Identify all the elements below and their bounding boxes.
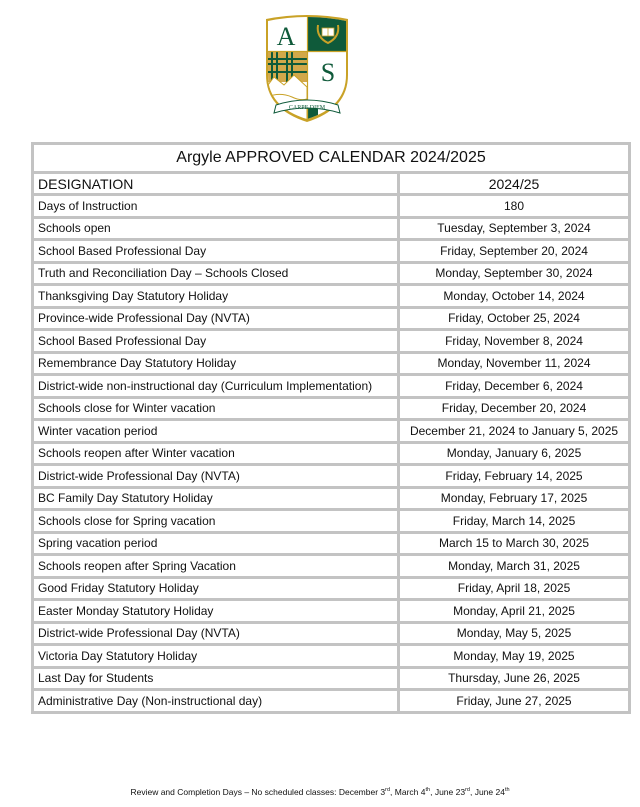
table-row	[33, 622, 630, 645]
designation-cell: BC Family Day Statutory Holiday	[33, 487, 399, 510]
crest-letter-s: S	[320, 58, 336, 87]
date-cell: Friday, March 14, 2025	[399, 510, 630, 533]
table-row	[33, 397, 630, 420]
table-row	[33, 375, 630, 398]
footnote-date: March 4	[394, 787, 426, 797]
designation-cell: Thanksgiving Day Statutory Holiday	[33, 285, 399, 308]
date-cell: 180	[399, 195, 630, 218]
table-row	[33, 555, 630, 578]
table-row	[33, 420, 630, 443]
date-cell: Friday, September 20, 2024	[399, 240, 630, 263]
designation-cell: Schools reopen after Spring Vacation	[33, 555, 399, 578]
designation-cell: Good Friday Statutory Holiday	[33, 577, 399, 600]
date-cell: Thursday, June 26, 2025	[399, 667, 630, 690]
designation-cell: Truth and Reconciliation Day – Schools Closed	[33, 262, 399, 285]
table-row	[33, 510, 630, 533]
table-title-row	[33, 144, 630, 173]
table-row	[33, 330, 630, 353]
table-row	[33, 195, 630, 218]
table-row	[33, 465, 630, 488]
calendar-table	[31, 142, 631, 714]
date-cell: Monday, November 11, 2024	[399, 352, 630, 375]
footnote-date: December 3	[338, 787, 386, 797]
date-cell: Friday, December 20, 2024	[399, 397, 630, 420]
date-cell: Tuesday, September 3, 2024	[399, 217, 630, 240]
header-designation: DESIGNATION	[33, 173, 399, 195]
table-row	[33, 645, 630, 668]
ordinal-suffix: th	[504, 787, 510, 794]
date-cell: Monday, May 5, 2025	[399, 622, 630, 645]
footnote-prefix: Review and Completion Days – No scheduled classes:	[130, 787, 339, 797]
date-cell: Friday, October 25, 2024	[399, 307, 630, 330]
date-cell: Monday, May 19, 2025	[399, 645, 630, 668]
date-cell: Friday, June 27, 2025	[399, 690, 630, 713]
table-row	[33, 240, 630, 263]
crest-motto: CARPE DIEM	[288, 105, 326, 111]
ordinal-suffix: th	[425, 787, 431, 794]
table-row	[33, 262, 630, 285]
ordinal-suffix: rd	[385, 787, 391, 794]
designation-cell: Last Day for Students	[33, 667, 399, 690]
separator: ,	[430, 787, 435, 797]
footnote	[0, 787, 640, 797]
designation-cell: Easter Monday Statutory Holiday	[33, 600, 399, 623]
table-row	[33, 600, 630, 623]
designation-cell: School Based Professional Day	[33, 240, 399, 263]
designation-cell: Spring vacation period	[33, 532, 399, 555]
designation-cell: Schools close for Spring vacation	[33, 510, 399, 533]
date-cell: Monday, October 14, 2024	[399, 285, 630, 308]
crest-letter-a: A	[276, 22, 296, 51]
separator: ,	[390, 787, 395, 797]
school-crest-logo	[262, 15, 352, 127]
date-cell: Friday, December 6, 2024	[399, 375, 630, 398]
separator: ,	[469, 787, 475, 797]
designation-cell: Schools close for Winter vacation	[33, 397, 399, 420]
date-cell: Friday, April 18, 2025	[399, 577, 630, 600]
date-cell: Monday, March 31, 2025	[399, 555, 630, 578]
footnote-date: June 24	[474, 787, 505, 797]
table-row	[33, 217, 630, 240]
designation-cell: Winter vacation period	[33, 420, 399, 443]
designation-cell: Days of Instruction	[33, 195, 399, 218]
table-row	[33, 532, 630, 555]
date-cell: Monday, January 6, 2025	[399, 442, 630, 465]
date-cell: March 15 to March 30, 2025	[399, 532, 630, 555]
designation-cell: Remembrance Day Statutory Holiday	[33, 352, 399, 375]
table-header-row	[33, 173, 630, 195]
table-row	[33, 442, 630, 465]
designation-cell: Administrative Day (Non-instructional day)	[33, 690, 399, 713]
designation-cell: Victoria Day Statutory Holiday	[33, 645, 399, 668]
date-cell: Friday, February 14, 2025	[399, 465, 630, 488]
date-cell: Friday, November 8, 2024	[399, 330, 630, 353]
table-row	[33, 577, 630, 600]
table-row	[33, 307, 630, 330]
designation-cell: Province-wide Professional Day (NVTA)	[33, 307, 399, 330]
footnote-date: June 23	[434, 787, 466, 797]
date-cell: Monday, February 17, 2025	[399, 487, 630, 510]
table-row	[33, 487, 630, 510]
date-cell: Monday, April 21, 2025	[399, 600, 630, 623]
table-title: Argyle APPROVED CALENDAR 2024/2025	[33, 144, 630, 173]
header-year: 2024/25	[399, 173, 630, 195]
designation-cell: District-wide Professional Day (NVTA)	[33, 465, 399, 488]
ordinal-suffix: rd	[465, 787, 470, 794]
table-row	[33, 690, 630, 713]
date-cell: Monday, September 30, 2024	[399, 262, 630, 285]
date-cell: December 21, 2024 to January 5, 2025	[399, 420, 630, 443]
table-row	[33, 352, 630, 375]
designation-cell: School Based Professional Day	[33, 330, 399, 353]
table-row	[33, 667, 630, 690]
crest-tartan-quadrant	[262, 52, 307, 82]
designation-cell: Schools open	[33, 217, 399, 240]
designation-cell: District-wide Professional Day (NVTA)	[33, 622, 399, 645]
designation-cell: Schools reopen after Winter vacation	[33, 442, 399, 465]
table-row	[33, 285, 630, 308]
designation-cell: District-wide non-instructional day (Curriculum Implementation)	[33, 375, 399, 398]
